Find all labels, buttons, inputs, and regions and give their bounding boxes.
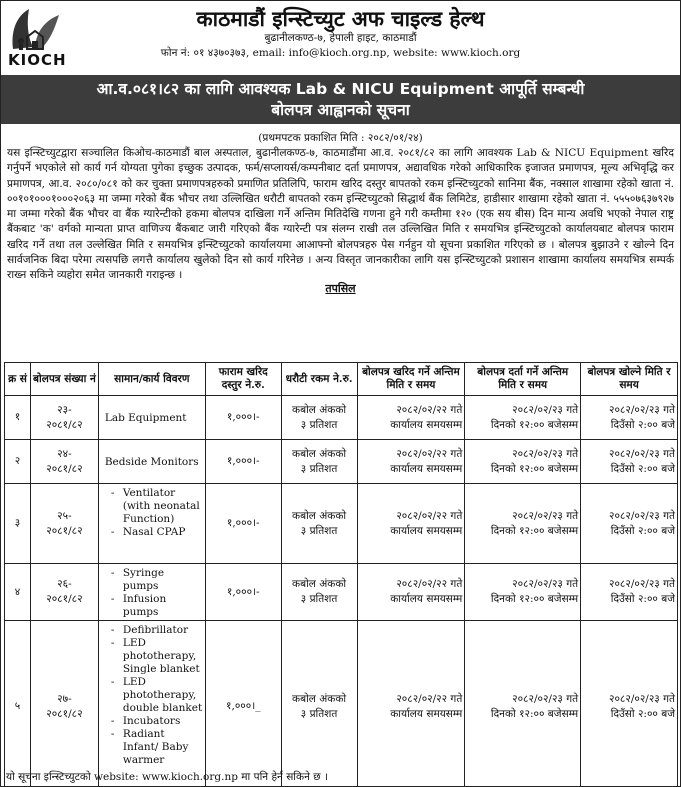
- description-cell: [98, 564, 205, 621]
- description-cell: [98, 484, 205, 564]
- opening-date-cell-line: दिउँसो २:०० बजे: [610, 707, 675, 720]
- table-header-row: [5, 363, 678, 396]
- table-row: [5, 396, 678, 440]
- opening-date-cell: [581, 396, 678, 440]
- deposit-cell-line: कबोल अंकको: [292, 509, 347, 522]
- bid-number-cell-line: २०८१/८२: [46, 707, 83, 720]
- purchase-deadline-cell-line: २०८२/०२/२२ गते: [396, 578, 463, 590]
- notice-subtitle: बोलपत्र आह्वानको सूचना: [271, 101, 410, 119]
- col-form-fee: फाराम खरिद दस्तुर ने.रु.: [205, 363, 281, 396]
- submission-deadline-cell-line: २०८२/०२/२३ गते: [512, 447, 579, 460]
- submission-deadline-cell: [465, 621, 581, 787]
- opening-date-cell-line: २०८२/०२/२३ गते: [609, 403, 675, 416]
- schedule-title: तपसिल: [325, 281, 356, 295]
- bid-number-cell: [30, 440, 98, 484]
- bid-number-cell: [30, 396, 98, 440]
- list-item: - Syringe pumps: [123, 567, 203, 593]
- purchase-deadline-cell: [357, 440, 465, 484]
- purchase-deadline-cell-line: कार्यालय समयसम्म: [390, 593, 463, 605]
- bid-number-cell: [30, 564, 98, 621]
- organization-name: काठमाडौं इन्स्टिच्युट अफ चाइल्ड हेल्थ: [196, 6, 485, 31]
- notice-title: आ.व.०८१।८२ का लागि आवश्यक Lab & NICU Equipment आपूर्ति सम्बन्धी: [96, 80, 585, 98]
- col-opening-date: बोलपत्र खोल्ने मिति र समय: [581, 363, 678, 396]
- purchase-deadline-cell-line: २०८२/०२/२२ गते: [396, 447, 463, 460]
- purchase-deadline-cell-line: २०८२/०२/२२ गते: [396, 692, 463, 705]
- bid-number-cell-line: २०८१/८२: [46, 418, 83, 431]
- opening-date-cell: [581, 564, 678, 621]
- opening-date-cell: [581, 621, 678, 787]
- purchase-deadline-cell-line: कार्यालय समयसम्म: [390, 462, 463, 475]
- list-item: - LED phototherapy, double blanket: [123, 676, 203, 715]
- serial-cell-line: २: [14, 455, 21, 467]
- table-row: [5, 484, 678, 564]
- submission-deadline-cell-line: २०८२/०२/२३ गते: [512, 509, 579, 522]
- list-item: - LED phototherapy, Single blanket: [123, 637, 203, 676]
- submission-deadline-cell: [465, 440, 581, 484]
- organization-address: बुढानीलकण्ठ-७, हेपाली हाइट, काठमाडौं: [264, 32, 417, 44]
- notice-body: यस इन्स्टिच्युटद्वारा सञ्चालित किओच-काठमाडौं बाल अस्पताल, बुढानीलकण्ठ-७, काठमाडौंमा आ.व. २०८१/८२ का लागि आवश्यक Lab & NICU Equipment खरिद गर्नुपर्ने भएकोले सो कार्य गर्न योग्यता पुगेका इच्छुक उत्पादक, फर्म/सप्लायर्स/कम्पनीबाट दर्ता प्रमाणपत्र, अद्यावधिक गरेको आधिकारिक इजाजत प्रमाणपत्र, मूल्य अभिवृद्धि कर प्रमाणपत्र, आ.व. २०८०/०८१ को कर चुक्ता प्रमाणपत्रहरुको प्रमाणित प्रतिलिपि, फाराम खरिद दस्तुर बापतको रकम इन्स्टिच्युटको सानिमा बैंक, नक्साल शाखामा रहेको खाता नं. ००१०१०००१०००२०६३ मा जम्मा गरेको बैंक भौचर तथा उल्लिखित धरौटी बापतको रकम इन्स्टिच्युटको सिद्धार्थ बैंक लिमिटेड, हाडीसार शाखामा रहेको खाता नं. ५५५०७६३७९२७ मा जम्मा गरेको बैंक भौचर वा बैंक ग्यारेन्टीको हकमा बोलपत्र दाखिला गर्ने अन्तिम मितिदेखि गणना हुने गरी कम्तीमा १२० (एक सय बीस) दिन मान्य अवधि भएको नेपाल राष्ट्र बैंकबाट 'क' वर्गको मान्यता प्राप्त वाणिज्य बैंकबाट जारी गरिएको बैंक ग्यारेन्टी पत्र संलग्न राखी तल उल्लिखित मिति र समयभित्र इन्स्टिच्युटको कार्यालयबाट बोलपत्र फाराम खरिद गर्ने तथा तल उल्लेखित मिति र समयभित्र इन्स्टिच्युटको कार्यालयमा आआफ्नो बोलपत्रहरु पेस गर्नहुन यो सूचना प्रकाशित गरिएको छ । बोलपत्र बुझाउने र खोल्ने दिन सार्वजनिक बिदा परेमा त्यसपछि लगत्तै कार्यालय खुलेको दिन सो कार्य गरिनेछ । अन्य विस्तृत जानकारीका लागि यस इन्स्टिच्युटको प्रशासन शाखामा कार्यालय समयभित्र सम्पर्क राख्न सकिने व्यहोरा समेत जानकारी गराइन्छ ।: [7, 147, 674, 282]
- submission-deadline-cell-line: दिनको १२:०० बजेसम्म: [490, 707, 579, 720]
- submission-deadline-cell-line: २०८२/०२/२३ गते: [512, 692, 579, 705]
- serial-cell: [5, 621, 31, 787]
- table-row: [5, 440, 678, 484]
- opening-date-cell: [581, 440, 678, 484]
- table-row: [5, 564, 678, 621]
- list-item: - Radiant Infant/ Baby warmer: [123, 728, 203, 767]
- deposit-cell-line: कबोल अंकको: [292, 403, 347, 416]
- description-cell: [98, 396, 205, 440]
- submission-deadline-cell: [465, 564, 581, 621]
- deposit-cell: [281, 440, 357, 484]
- deposit-cell: [281, 484, 357, 564]
- submission-deadline-cell-line: दिनको १२:०० बजेसम्म: [490, 418, 579, 431]
- bid-number-cell: [30, 484, 98, 564]
- purchase-deadline-cell: [357, 484, 465, 564]
- bid-number-cell-line: २०८१/८२: [46, 524, 83, 537]
- opening-date-cell-line: २०८२/०२/२३ गते: [609, 692, 675, 705]
- submission-deadline-cell: [465, 396, 581, 440]
- bid-number-cell-line: २७-: [57, 692, 72, 705]
- form-fee-cell-line: १,०००।-: [226, 411, 260, 423]
- col-submission-deadline: बोलपत्र दर्ता गर्ने अन्तिम मिति र समय: [465, 363, 581, 396]
- form-fee-cell: [205, 396, 281, 440]
- list-item: - Ventilator (with neonatal Function): [123, 487, 203, 526]
- publication-date: (प्रथमपटक प्रकाशित मिति : २०८२/०१/२४): [258, 132, 423, 144]
- serial-cell: [5, 440, 31, 484]
- list-item: - Defibrillator: [123, 624, 203, 637]
- deposit-cell-line: ३ प्रतिशत: [300, 707, 338, 720]
- deposit-cell-line: कबोल अंकको: [292, 578, 347, 590]
- opening-date-cell-line: दिउँसो २:०० बजे: [610, 462, 675, 475]
- deposit-cell: [281, 564, 357, 621]
- submission-deadline-cell-line: दिनको १२:०० बजेसम्म: [490, 593, 579, 605]
- purchase-deadline-cell: [357, 564, 465, 621]
- deposit-cell-line: ३ प्रतिशत: [300, 593, 338, 605]
- form-fee-cell-line: १,०००।-: [226, 455, 260, 467]
- item-list: [101, 624, 203, 767]
- purchase-deadline-cell-line: २०८२/०२/२२ गते: [396, 509, 463, 522]
- purchase-deadline-cell: [357, 621, 465, 787]
- form-fee-cell: [205, 621, 281, 787]
- list-item: - Incubators: [123, 715, 203, 728]
- submission-deadline-cell-line: २०८२/०२/२३ गते: [512, 403, 579, 416]
- opening-date-cell-line: दिउँसो २:०० बजे: [610, 524, 675, 537]
- purchase-deadline-cell: [357, 396, 465, 440]
- form-fee-cell: [205, 564, 281, 621]
- serial-cell: [5, 484, 31, 564]
- serial-cell: [5, 564, 31, 621]
- serial-cell-line: ५: [14, 700, 21, 712]
- opening-date-cell: [581, 484, 678, 564]
- submission-deadline-cell-line: दिनको १२:०० बजेसम्म: [490, 524, 579, 537]
- deposit-cell-line: कबोल अंकको: [292, 692, 347, 705]
- opening-date-cell-line: दिउँसो २:०० बजे: [610, 418, 675, 431]
- col-description: सामान/कार्य विवरण: [98, 363, 205, 396]
- form-fee-cell: [205, 440, 281, 484]
- list-item: - Infusion pumps: [123, 593, 203, 619]
- bid-number-cell-line: २०८१/८२: [46, 593, 83, 605]
- bid-number-cell: [30, 621, 98, 787]
- bid-number-cell-line: २०८१/८२: [46, 462, 83, 475]
- bid-number-cell-line: २६-: [57, 578, 72, 590]
- deposit-cell-line: ३ प्रतिशत: [300, 524, 338, 537]
- table-row: [5, 621, 678, 787]
- purchase-deadline-cell-line: कार्यालय समयसम्म: [390, 418, 463, 431]
- form-fee-cell-line: १,०००।-: [226, 585, 260, 598]
- form-fee-cell: [205, 484, 281, 564]
- item-list: [101, 567, 203, 619]
- form-fee-cell-line: १,०००।-: [226, 517, 260, 529]
- opening-date-cell-line: दिउँसो २:०० बजे: [610, 593, 675, 605]
- opening-date-cell-line: २०८२/०२/२३ गते: [609, 447, 675, 460]
- col-bid-number: बोलपत्र संख्या नं: [30, 363, 98, 396]
- purchase-deadline-cell-line: कार्यालय समयसम्म: [390, 707, 463, 720]
- logo-wordmark: KIOCH: [8, 51, 67, 69]
- item-name: Lab Equipment: [104, 412, 187, 424]
- deposit-cell: [281, 396, 357, 440]
- footer-note: यो सूचना इन्स्टिच्युटको website: www.kioch.org.np मा पनि हेर्न सकिने छ ।: [6, 771, 328, 783]
- submission-deadline-cell: [465, 484, 581, 564]
- deposit-cell-line: कबोल अंकको: [292, 447, 347, 460]
- deposit-cell-line: ३ प्रतिशत: [300, 462, 338, 475]
- form-fee-cell-line: १,०००।_: [226, 700, 261, 712]
- deposit-cell-line: ३ प्रतिशत: [300, 418, 338, 431]
- item-list: [101, 487, 203, 539]
- opening-date-cell-line: २०८२/०२/२३ गते: [609, 578, 675, 590]
- bid-number-cell-line: २४-: [57, 447, 72, 460]
- bid-number-cell-line: २३-: [57, 403, 72, 416]
- organization-contact: फोन नं: ०१ ४३७०३७३, email: info@kioch.org.np, website: www.kioch.org: [160, 47, 521, 59]
- purchase-deadline-cell-line: २०८२/०२/२२ गते: [396, 403, 463, 416]
- purchase-deadline-cell-line: कार्यालय समयसम्म: [390, 524, 463, 537]
- description-cell: [98, 621, 205, 787]
- col-purchase-deadline: बोलपत्र खरिद गर्ने अन्तिम मिति र समय: [357, 363, 465, 396]
- submission-deadline-cell-line: २०८२/०२/२३ गते: [512, 578, 579, 590]
- letterhead: [1, 1, 680, 75]
- serial-cell: [5, 396, 31, 440]
- list-item: - Nasal CPAP: [123, 526, 203, 539]
- deposit-cell: [281, 621, 357, 787]
- description-cell: [98, 440, 205, 484]
- serial-cell-line: ३: [14, 517, 21, 529]
- tender-schedule-table: [4, 362, 678, 787]
- col-serial: क्र सं: [5, 363, 31, 396]
- item-name: Bedside Monitors: [104, 456, 199, 468]
- serial-cell-line: ४: [14, 585, 21, 598]
- col-deposit: धरौटी रकम ने.रु.: [281, 363, 357, 396]
- serial-cell-line: १: [14, 411, 21, 423]
- bid-number-cell-line: २५-: [57, 509, 72, 522]
- notice-banner: [1, 75, 680, 124]
- opening-date-cell-line: २०८२/०२/२३ गते: [609, 509, 675, 522]
- submission-deadline-cell-line: दिनको १२:०० बजेसम्म: [490, 462, 579, 475]
